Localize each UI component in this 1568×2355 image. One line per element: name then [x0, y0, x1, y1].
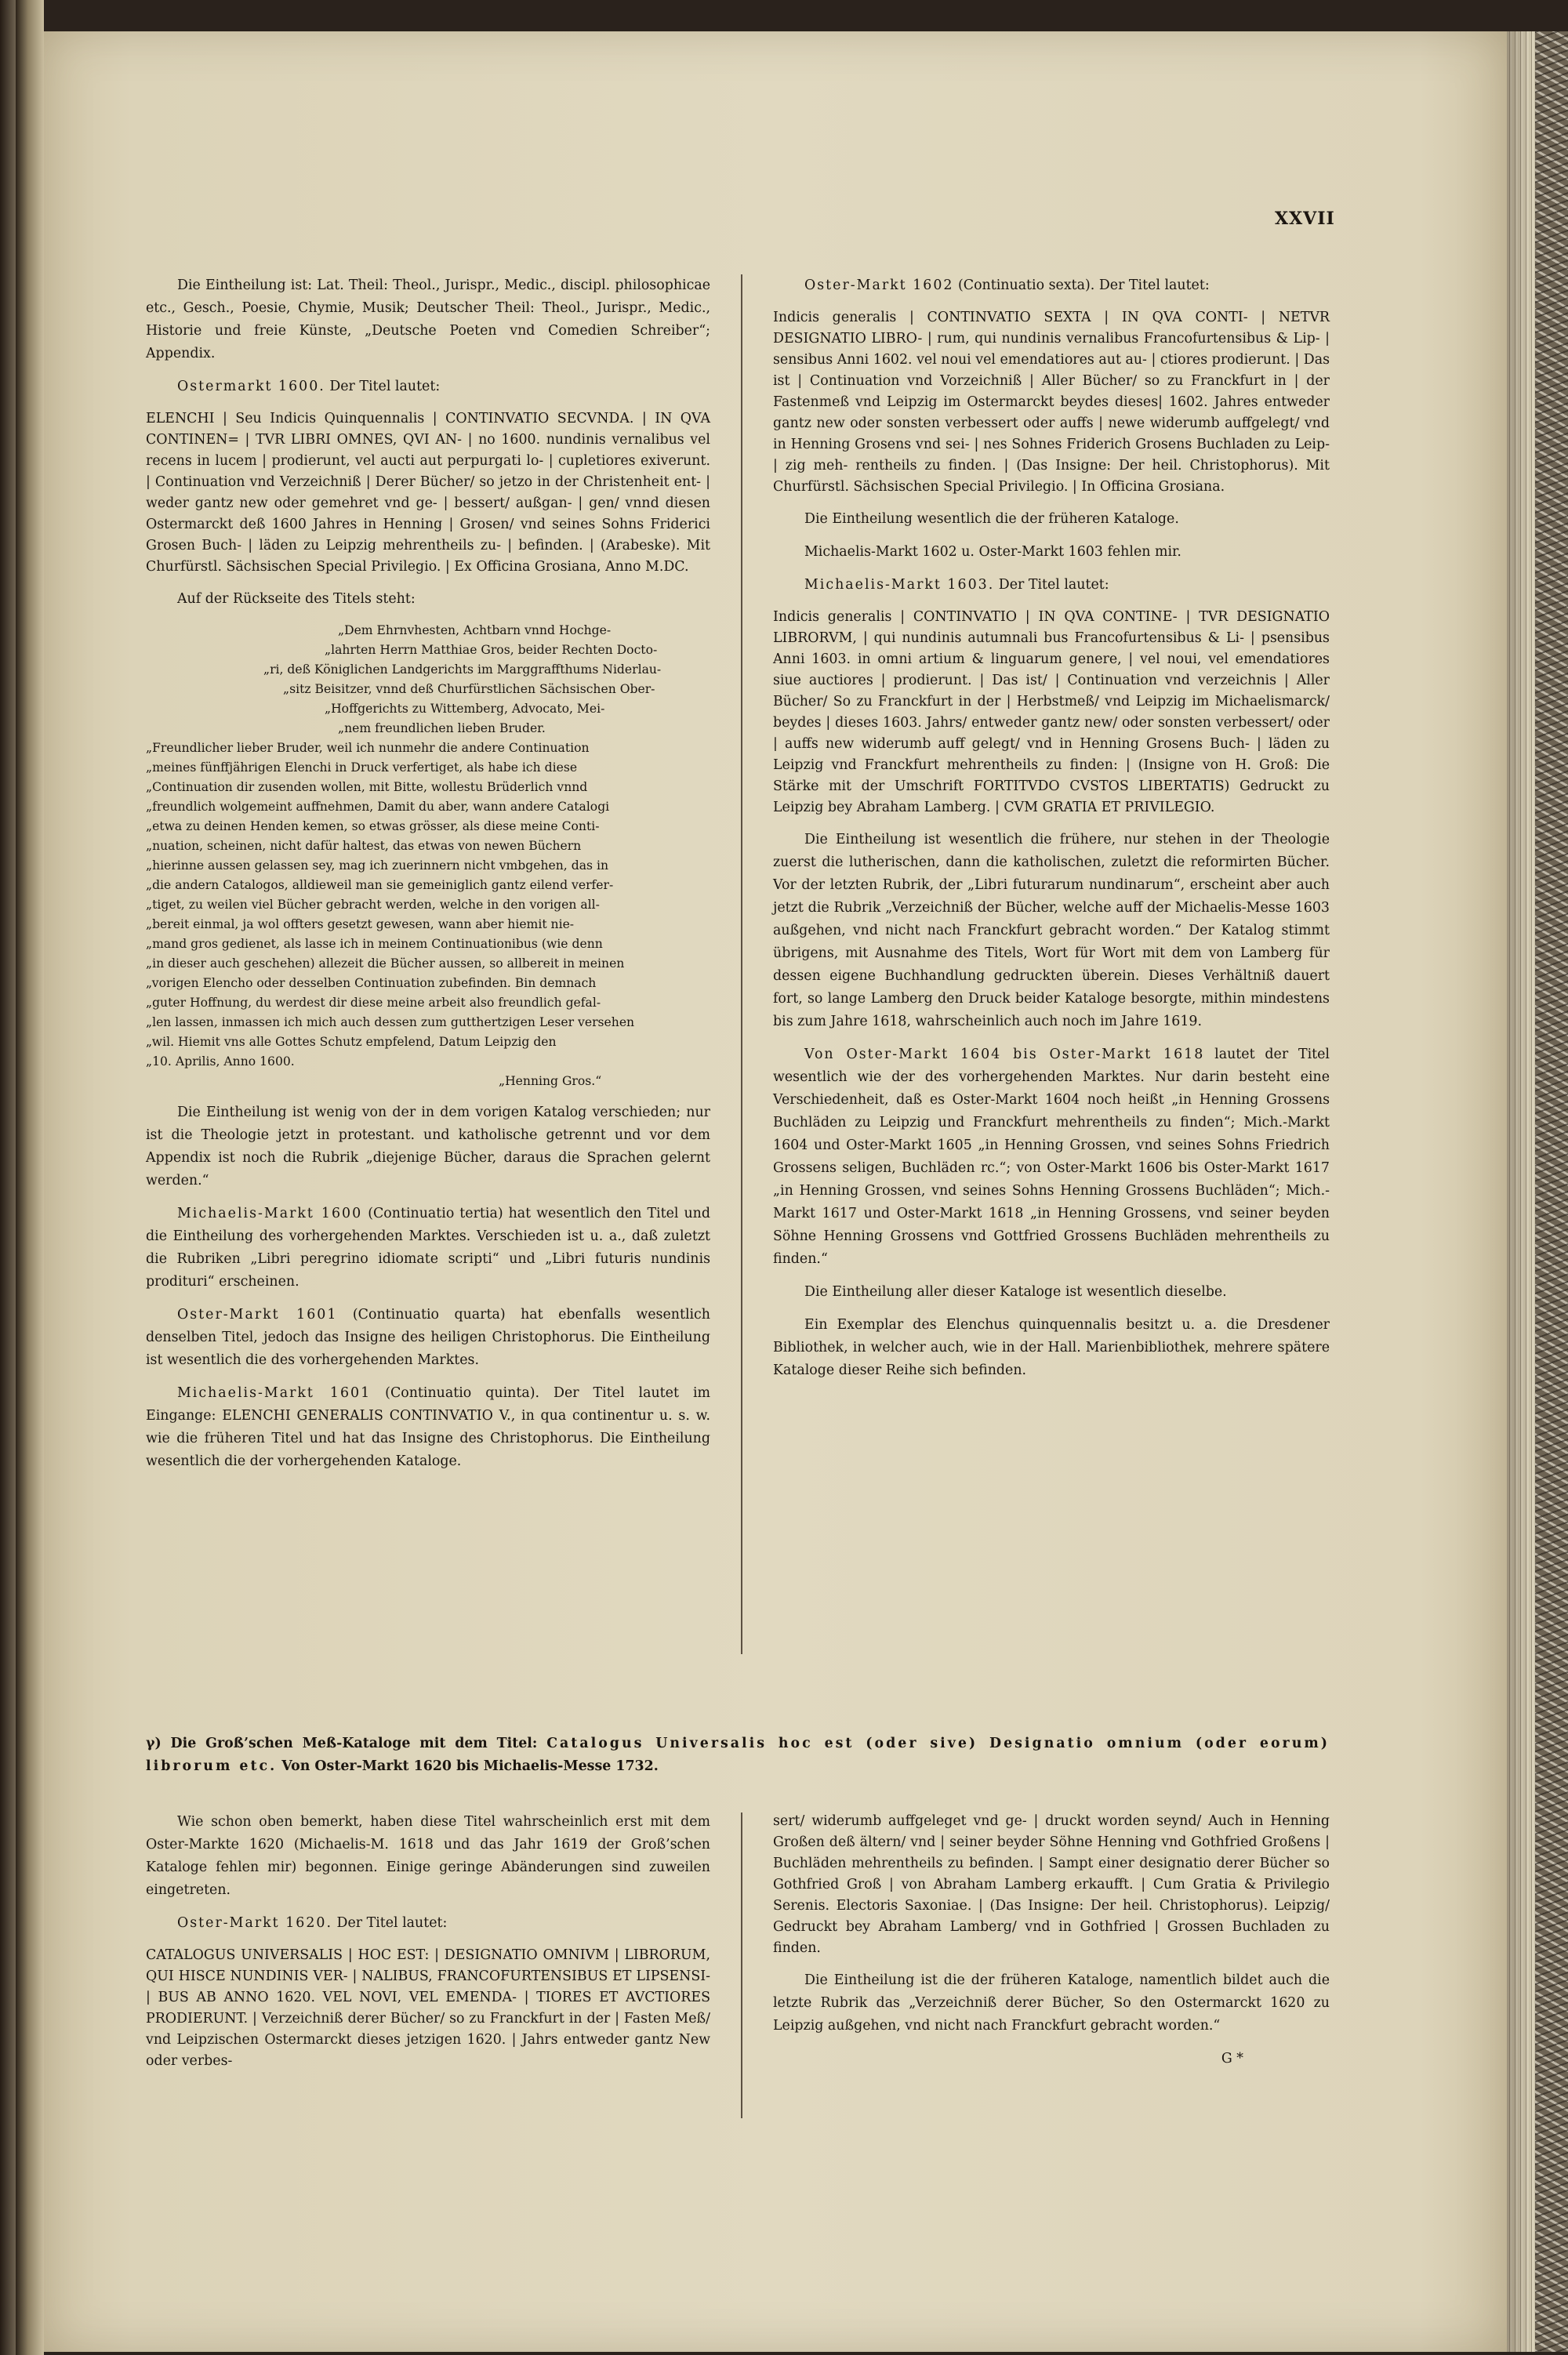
quote-line: „guter Hoffnung, du werdest dir diese meine arbeit also freundlich gefal-: [146, 996, 601, 1010]
paragraph-text: (Continuatio sexta). Der Titel lautet:: [953, 278, 1210, 293]
paragraph: Die Eintheilung ist die der früheren Kataloge, namentlich bildet auch die letzte Rubrik das „Verzeichniß derer Bücher, So den Ostermarckt 1620 zu Leipzig außgehen, vnd nicht nach Franckfurt gebracht worden.“: [773, 1972, 1330, 2034]
quote-line: „in dieser auch geschehen) allezeit die Bücher aussen, so allbereit in meinen: [146, 956, 625, 971]
section-heading-latin-title: Catalogus Universalis hoc est (oder sive) Designatio omnium (oder eorum) librorum etc.: [146, 1736, 1330, 1774]
quote-line: „nem freundlichen lieben Bruder.: [338, 721, 546, 735]
paragraph: Auf der Rückseite des Titels steht:: [177, 591, 416, 607]
paragraph: [773, 1043, 1330, 1271]
marbled-edge: [1535, 31, 1568, 2352]
paragraph: [146, 1382, 710, 1473]
quote-signature: „Henning Gros.“: [499, 1074, 602, 1088]
market-heading: Michaelis-Markt 1600: [177, 1206, 363, 1221]
quote-line: „die andern Catalogos, alldieweil man sie gemeiniglich gantz eilend verfer-: [146, 878, 614, 892]
market-heading: Michaelis-Markt 1601: [177, 1385, 372, 1401]
quote-line: „lahrten Herrn Matthiae Gros, beider Rechten Docto-: [325, 643, 658, 657]
dedication-quote: [146, 621, 710, 1091]
quote-line: „etwa zu deinen Henden kemen, so etwas grösser, als diese meine Conti-: [146, 819, 600, 833]
catalog-title-transcription: sert/ widerumb auffgeleget vnd ge- | druckt worden seynd/ Auch in Henning Großen deß ältern/ vnd | seiner beyder Söhne Henning vnd Gothfried Großens | Buchläden mehrentheils zu befinden. | Sampt einer designatio derer Bücher so Gothfried Groß | von Abraham Lamberg erkaufft. | Cum Gratia & Privilegio Serenis. Electoris Saxoniae. | (Das Insigne: Der heil. Christophorus). Leipzig/ Gedruckt bey Abraham Lamberg/ vnd in Gothfried | Grossen Buchladen zu finden.: [773, 1813, 1330, 1956]
paragraph-text: (Continuatio quarta) hat ebenfalls wesentlich denselben Titel, jedoch das Insigne des heiligen Christophorus. Die Eintheilung ist wesentlich die des vorhergehenden Marktes.: [146, 1307, 711, 1368]
left-column-lower: [146, 1811, 710, 2082]
quote-line: „meines fünffjährigen Elenchi in Druck verfertiget, als habe ich diese: [146, 760, 578, 775]
paragraph: [146, 376, 710, 398]
paragraph-text: (Continuatio quinta). Der Titel lautet im Eingange: ELENCHI GENERALIS CONTINVATIO V., in qua continentur u. s. w. wie die früheren Titel und hat das Insigne des Christophorus. Die Eintheilung wesentlich die der vorhergehenden Kataloge.: [146, 1385, 710, 1469]
page-number: XXVII: [1275, 209, 1335, 229]
quote-line: „sitz Beisitzer, vnnd deß Churfürstlichen Sächsischen Ober-: [283, 682, 655, 696]
market-heading: Michaelis-Markt 1603.: [804, 577, 995, 593]
quote-line: „Dem Ehrnvhesten, Achtbarn vnnd Hochge-: [338, 623, 612, 637]
column-divider: [741, 274, 742, 1654]
paragraph-text: lautet der Titel wesentlich wie der des vorhergehenden Marktes. Nur darin besteht eine Verschiedenheit, daß es Oster-Markt 1604 noch heißt „in Henning Grossens Buchläden zu Leipzig und Franckfurt mehrentheils zu finden“; Mich.-Markt 1604 und Oster-Markt 1605 „in Henning Grossen, vnd seines Sohns Friedrich Grossens seligen, Buchläden rc.“; von Oster-Markt 1606 bis Oster-Markt 1617 „in Henning Grossen, vnd seines Sohns Henning Grossens Buchläden“; Mich.-Markt 1617 und Oster-Markt 1618 „in Henning Grossens, vnd seiner beyden Söhne Henning Grossens vnd Gottfried Grossens Buchläden mehrentheils zu finden.“: [773, 1047, 1330, 1267]
catalog-title-transcription: Indicis generalis | CONTINVATIO SEXTA | IN QVA CONTI- | NETVR DESIGNATIO LIBRO- | rum, qui nundinis vernalibus Francofurtensibus & Lip- | sensibus Anni 1602. vel noui vel emendatiores aut au- | ctiores prodierunt. | Das ist | Continuation vnd Vorzeichniß | Aller Bücher/ so zu Franckfurt in | der Fastenmeß vnd Leipzig im Ostermarckt beydes dieses| 1602. Jahres entweder gantz new oder sonsten verbessert oder auffs | newe widerumb auffgelegt/ vnd in Henning Grosens vnd sei- | nes Sohnes Friderich Grosens Buchladen zu Leip- | zig meh- rentheils zu finden. | (Das Insigne: Der heil. Christophorus). Mit Churfürstl. Sächsischen Special Privilegio. | In Officina Grosiana.: [773, 310, 1330, 495]
quote-line: „freundlich wolgemeint auffnehmen, Damit du aber, wann andere Catalogi: [146, 800, 610, 814]
paragraph: Die Eintheilung wesentlich die der früheren Kataloge.: [804, 511, 1179, 527]
quote-line: „mand gros gedienet, als lasse ich in meinem Continuationibus (wie denn: [146, 937, 603, 951]
quote-line: „bereit einmal, ja wol offters gesetzt gewesen, wann aber hiemit nie-: [146, 917, 575, 931]
quote-line: „ri, deß Königlichen Landgerichts im Marggraffthums Niderlau-: [263, 662, 662, 677]
quote-line: „wil. Hiemit vns alle Gottes Schutz empfelend, Datum Leipzig den: [146, 1035, 557, 1049]
book-gutter: [16, 0, 44, 2355]
quote-line: „vorigen Elencho oder desselben Continuation zubefinden. Bin demnach: [146, 976, 597, 990]
paragraph: [146, 1304, 710, 1372]
paragraph: [146, 1203, 710, 1294]
paragraph-text: Der Titel lautet:: [332, 1915, 448, 1931]
paragraph-text: (Continuatio tertia) hat wesentlich den Titel und die Eintheilung des vorhergehenden Marktes. Verschieden ist u. a., daß zuletzt die Rubriken „Libri peregrino idiomate scripti“ und „Libri futuris nundinis prodituri“ erscheinen.: [146, 1206, 710, 1290]
paragraph: Die Eintheilung ist wesentlich die frühere, nur stehen in der Theologie zuerst die lutherischen, dann die katholischen, zuletzt die reformirten Bücher. Vor der letzten Rubrik, der „Libri futurarum nundinarum“, erscheint aber auch jetzt die Rubrik „Verzeichniß der Bücher, welche auff der Michaelis-Messe 1603 außgehen, vnd nicht nach Franckfurt gebracht worden.“ Der Katalog stimmt übrigens, mit Ausnahme des Titels, Wort für Wort mit dem von Lamberg für dessen eigene Buchhandlung gedruckten überein. Dieses Verhältniß dauert fort, so lange Lamberg den Druck beider Kataloge besorgte, mithin mindestens bis zum Jahre 1618, wahrscheinlich auch noch im Jahre 1619.: [773, 832, 1330, 1029]
paragraph: [146, 1912, 710, 1935]
column-divider-lower: [741, 1813, 742, 2118]
printer-signature-mark: G *: [1221, 2051, 1243, 2067]
previous-page-edge: [0, 0, 16, 2355]
left-column-upper: [146, 274, 710, 1483]
quote-line: „hierinne aussen gelassen sey, mag ich zuerinnern nicht vmbgehen, das in: [146, 858, 608, 873]
quote-line: „10. Aprilis, Anno 1600.: [146, 1054, 295, 1069]
quote-line: „len lassen, inmassen ich mich auch dessen zum gutthertzigen Leser versehen: [146, 1015, 635, 1029]
quote-line: „Hoffgerichts zu Wittemberg, Advocato, Mei-: [325, 702, 605, 716]
section-heading: [146, 1733, 1330, 1778]
section-heading-suffix: Von Oster-Markt 1620 bis Michaelis-Messe 1732.: [277, 1758, 659, 1774]
paragraph: [773, 274, 1330, 297]
paragraph-text: Der Titel lautet:: [325, 379, 441, 394]
quote-line: „nuation, scheinen, nicht dafür haltest, das etwas von newen Büchern: [146, 839, 582, 853]
catalog-title-transcription: CATALOGUS UNIVERSALIS | HOC EST: | DESIGNATIO OMNIVM | LIBRORUM, QUI HISCE NUNDINIS VER- | NALIBUS, FRANCOFURTENSIBUS ET LIPSENSI- | BUS AB ANNO 1620. VEL NOVI, VEL EMENDA- | TIORES ET AVCTIORES PRODIERUNT. | Verzeichniß derer Bücher/ so zu Franckfurt in der | Fasten Meß/ vnd Leipzischen Ostermarckt dieses jetzigen 1620. | Jahrs entweder gantz New oder verbes-: [146, 1947, 710, 2069]
catalog-title-transcription: Indicis generalis | CONTINVATIO | IN QVA CONTINE- | TVR DESIGNATIO LIBRORVM, | qui nundinis autumnali bus Francofurtensibus & Li- | psensibus Anni 1603. in omni artium & linguarum genere, | vel noui, vel emendatiores siue auctiores | prodierunt. | Das ist/ | Continuation vnd verzeichnis | Aller Bücher/ So zu Franckfurt in der | Herbstmeß/ vnd Leipzig im Michaelismarck/ beydes | dieses 1603. Jahrs/ entweder gantz new/ oder sonsten verbessert/ oder | auffs new widerumb auff gelegt/ vnd in Henning Grosens Buch- | läden zu Leipzig vnd Franckfurt mehrentheils zu finden: | (Insigne von H. Groß: Die Stärke mit der Umschrift FORTITVDO CVSTOS LIBERTATIS) Gedruckt zu Leipzig bey Abraham Lamberg. | CVM GRATIA ET PRIVILEGIO.: [773, 609, 1330, 815]
market-heading: Oster-Markt 1620.: [177, 1915, 332, 1931]
market-heading: Von Oster-Markt 1604 bis Oster-Markt 1618: [804, 1047, 1205, 1062]
right-column-lower: [773, 1811, 1330, 2070]
market-heading: Ostermarkt 1600.: [177, 379, 325, 394]
paragraph: Die Eintheilung ist: Lat. Theil: Theol., Jurispr., Medic., discipl. philosophicae etc., Gesch., Poesie, Chymie, Musik; Deutscher Theil: Theol., Jurispr., Medic., Historie und freie Künste, „Deutsche Poeten vnd Comedien Schreiber“; Appendix.: [146, 278, 710, 361]
quote-line: „tiget, zu weilen viel Bücher gebracht werden, welche in den vorigen all-: [146, 898, 600, 912]
right-column-upper: [773, 274, 1330, 1392]
paragraph: Ein Exemplar des Elenchus quinquennalis besitzt u. a. die Dresdener Bibliothek, in welcher auch, wie in der Hall. Marienbibliothek, mehrere spätere Kataloge dieser Reihe sich befinden.: [773, 1317, 1330, 1378]
market-heading: Oster-Markt 1601: [177, 1307, 338, 1323]
catalog-title-transcription: ELENCHI | Seu Indicis Quinquennalis | CONTINVATIO SECVNDA. | IN QVA CONTINEN= | TVR LIBRI OMNES, QVI AN- | no 1600. nundinis vernalibus vel recens in lucem | prodierunt, vel aucti aut perpurgati lo- | cupletiores exiverunt. | Continuation vnd Verzeichniß | Derer Bücher/ so jetzo in der Christenheit ent- | weder gantz new oder gemehret vnd ge- | bessert/ außgan- | gen/ vnnd diesen Ostermarckt deß 1600 Jahres in Henning | Grosen/ vnd seines Sohns Friderici Grosen Buch- | läden zu Leipzig mehrentheils zu- | befinden. | (Arabeske). Mit Churfürstl. Sächsischen Special Privilegio. | Ex Officina Grosiana, Anno M.DC.: [146, 411, 710, 575]
market-heading: Oster-Markt 1602: [804, 278, 954, 293]
paragraph: Wie schon oben bemerkt, haben diese Titel wahrscheinlich erst mit dem Oster-Markte 1620 (Michaelis-M. 1618 und das Jahr 1619 der Groß’schen Kataloge fehlen mir) begonnen. Einige geringe Abänderungen sind zuweilen eingetreten.: [146, 1814, 710, 1898]
paragraph-text: Der Titel lautet:: [994, 577, 1109, 593]
paragraph: Die Eintheilung ist wenig von der in dem vorigen Katalog verschieden; nur ist die Theologie jetzt in protestant. und katholische getrennt und vor dem Appendix ist noch die Rubrik „diejenige Bücher, daraus die Sprachen gelernt werden.“: [146, 1105, 710, 1188]
paragraph: [773, 574, 1330, 597]
paragraph: Michaelis-Markt 1602 u. Oster-Markt 1603 fehlen mir.: [804, 544, 1181, 560]
quote-line: „Continuation dir zusenden wollen, mit Bitte, wollestu Brüderlich vnnd: [146, 780, 588, 794]
paragraph: Die Eintheilung aller dieser Kataloge ist wesentlich dieselbe.: [804, 1284, 1227, 1300]
section-heading-prefix: γ) Die Groß’schen Meß-Kataloge mit dem Titel:: [146, 1736, 547, 1751]
quote-line: „Freundlicher lieber Bruder, weil ich nunmehr die andere Continuation: [146, 741, 590, 755]
